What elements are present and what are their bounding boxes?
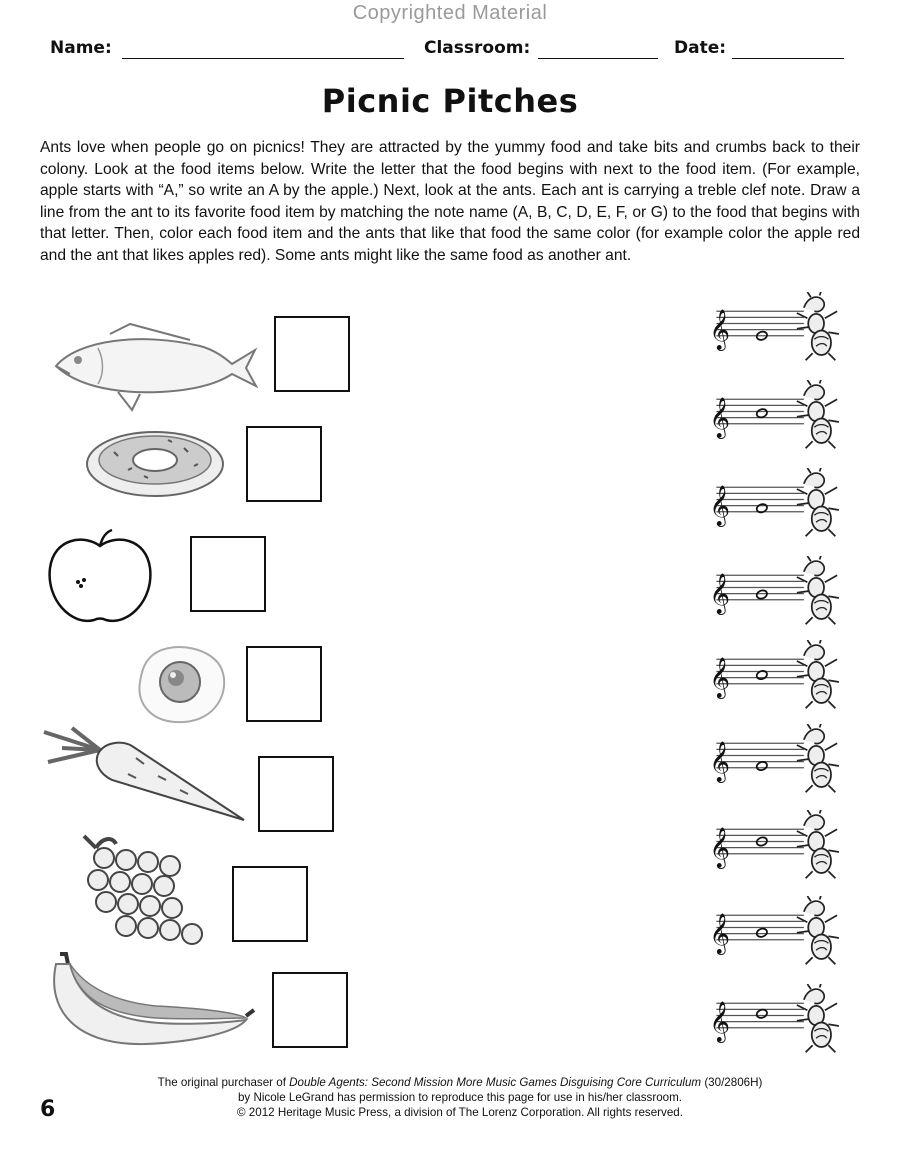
ant-with-note-5[interactable] <box>700 640 850 710</box>
svg-text:𝄞: 𝄞 <box>709 574 731 614</box>
ant-with-note-4[interactable] <box>700 556 850 626</box>
instructions-paragraph: Ants love when people go on picnics! They are attracted by the yummy food and take bits and crumbs back to their colony. Look at the food items below. Write the letter that the food begins with next to the food item. (For example, apple starts with “A,” so write an A by the apple.) Next, look at the ants. Each ant is carrying a treble clef note. Draw a line from the ant to its favorite food item by matching the note name (A, B, C, D, E, F, or G) to the food that begins with that letter. Then, color each food item and the ants that like that food the same color (for example color the apple red and the ant that likes apples red). Some ants might like the same food as another ant. <box>40 139 860 264</box>
apple-icon <box>44 528 156 628</box>
copyright-watermark: Copyrighted Material <box>352 2 548 24</box>
classroom-label: Classroom: <box>424 38 531 58</box>
ant-with-note-6[interactable] <box>700 724 850 794</box>
page-number: 6 <box>40 1097 56 1122</box>
name-field[interactable] <box>122 58 404 59</box>
date-field[interactable] <box>732 58 844 59</box>
footer-line1-suffix: (30/2806H) <box>701 1076 763 1089</box>
footer-line3: © 2012 Heritage Music Press, a division of The Lorenz Corporation. All rights reserved. <box>237 1106 683 1119</box>
answer-box-carrot[interactable] <box>258 756 334 832</box>
footer-book-title: Double Agents: Second Mission More Music Games Disguising Core Curriculum <box>289 1076 702 1089</box>
name-label: Name: <box>50 38 112 58</box>
egg-icon <box>134 644 230 726</box>
svg-text:𝄞: 𝄞 <box>709 658 731 698</box>
answer-box-apple[interactable] <box>190 536 266 612</box>
svg-text:𝄞: 𝄞 <box>709 914 731 954</box>
ant-with-note-7[interactable] <box>700 810 850 880</box>
svg-text:𝄞: 𝄞 <box>709 742 731 782</box>
svg-text:𝄞: 𝄞 <box>709 486 731 526</box>
page-title: Picnic Pitches <box>321 82 579 120</box>
footer-line1-prefix: The original purchaser of <box>157 1076 290 1089</box>
answer-box-egg[interactable] <box>246 646 322 722</box>
ant-with-note-1[interactable] <box>700 292 850 362</box>
grapes-icon <box>78 830 214 952</box>
ant-with-note-2[interactable] <box>700 380 850 450</box>
ant-with-note-3[interactable] <box>700 468 850 538</box>
answer-box-doughnut[interactable] <box>246 426 322 502</box>
svg-text:𝄞: 𝄞 <box>709 398 731 438</box>
worksheet-header <box>50 38 850 64</box>
copyright-footer <box>80 1075 840 1120</box>
ant-with-note-9[interactable] <box>700 984 850 1054</box>
carrot-icon <box>40 724 248 826</box>
doughnut-icon <box>84 426 226 498</box>
answer-box-grapes[interactable] <box>232 866 308 942</box>
classroom-field[interactable] <box>538 58 658 59</box>
answer-box-banana[interactable] <box>272 972 348 1048</box>
svg-text:𝄞: 𝄞 <box>709 1002 731 1042</box>
fish-icon <box>50 320 260 412</box>
banana-icon <box>46 950 256 1050</box>
answer-box-fish[interactable] <box>274 316 350 392</box>
svg-text:𝄞: 𝄞 <box>709 310 731 350</box>
footer-line2: by Nicole LeGrand has permission to reproduce this page for use in his/her classroom. <box>237 1091 682 1104</box>
date-label: Date: <box>674 38 727 58</box>
svg-text:𝄞: 𝄞 <box>709 828 731 868</box>
ant-with-note-8[interactable] <box>700 896 850 966</box>
